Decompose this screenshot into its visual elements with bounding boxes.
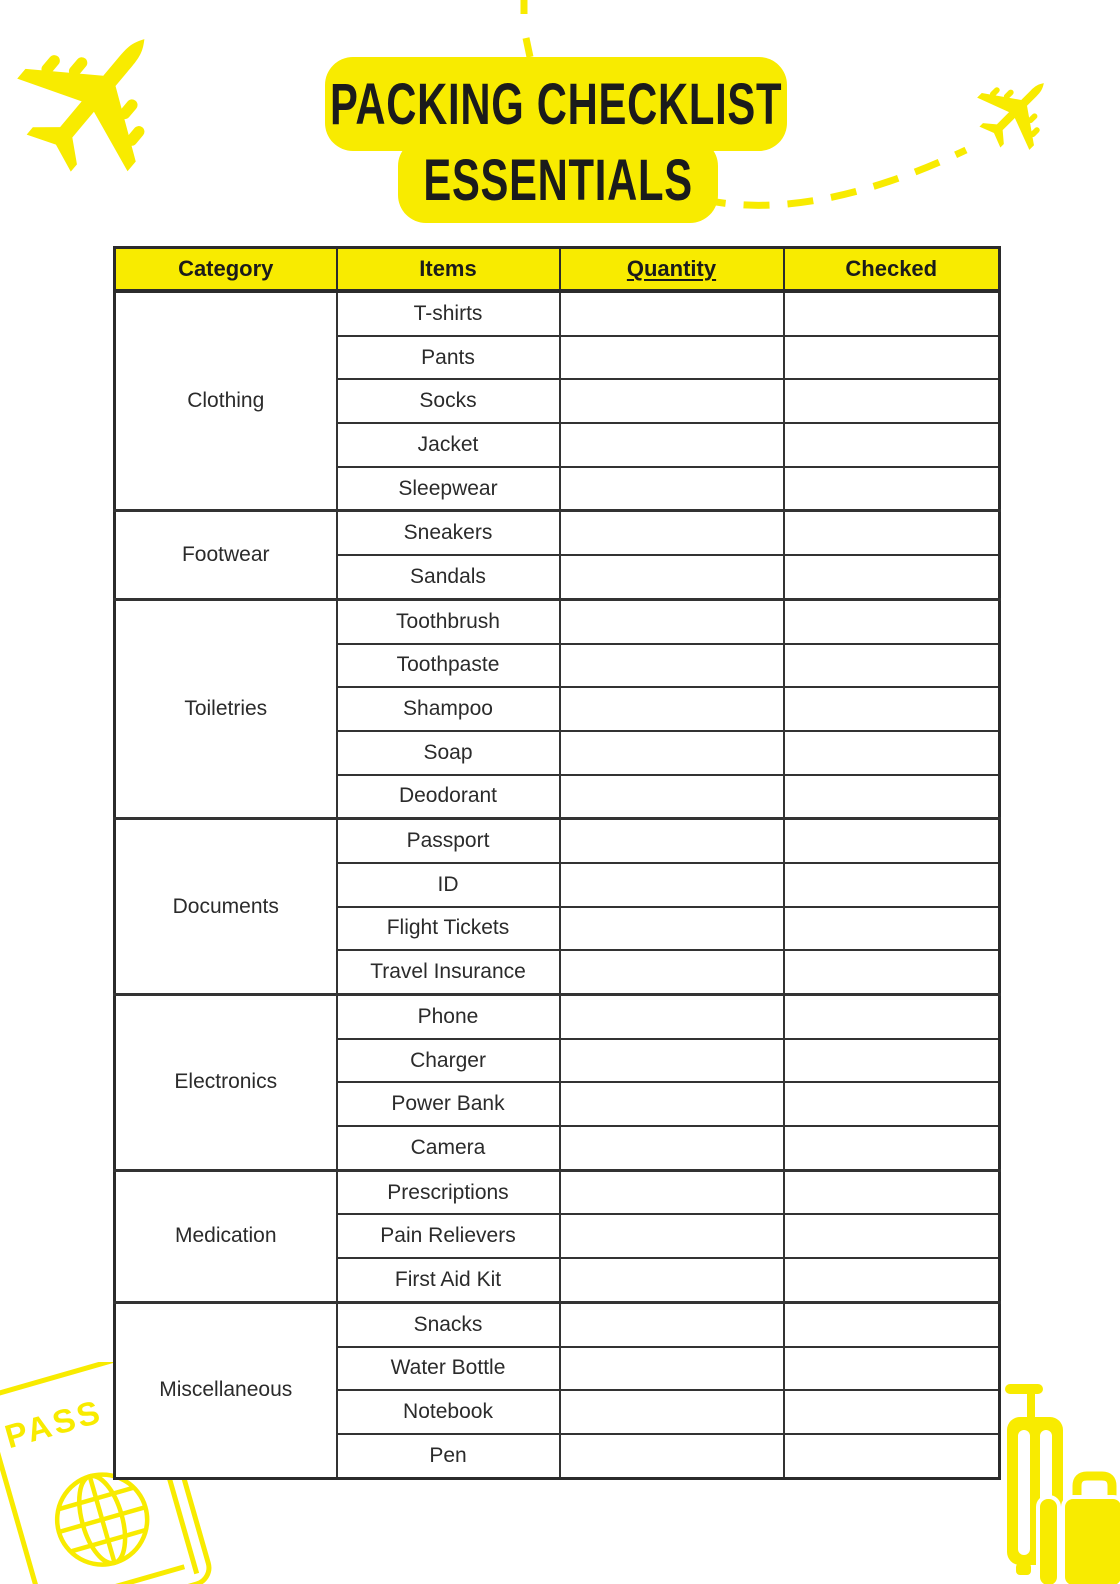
checked-cell[interactable]	[784, 687, 1000, 731]
checked-cell[interactable]	[784, 775, 1000, 819]
checked-cell[interactable]	[784, 291, 1000, 336]
checked-cell[interactable]	[784, 599, 1000, 643]
checked-cell[interactable]	[784, 1258, 1000, 1302]
item-cell: Shampoo	[337, 687, 560, 731]
item-cell: ID	[337, 863, 560, 907]
checked-cell[interactable]	[784, 1214, 1000, 1258]
top-dashed-line	[524, 0, 530, 57]
checked-cell[interactable]	[784, 423, 1000, 467]
item-cell: Flight Tickets	[337, 907, 560, 951]
quantity-cell[interactable]	[560, 379, 784, 423]
checked-cell[interactable]	[784, 511, 1000, 555]
quantity-cell[interactable]	[560, 1347, 784, 1391]
item-cell: Notebook	[337, 1390, 560, 1434]
item-cell: Water Bottle	[337, 1347, 560, 1391]
item-cell: Snacks	[337, 1302, 560, 1346]
quantity-cell[interactable]	[560, 555, 784, 599]
page-title-line1: PACKING CHECKLIST	[329, 71, 783, 137]
item-cell: Socks	[337, 379, 560, 423]
packing-checklist-table	[113, 246, 1001, 1480]
header-row	[115, 248, 1000, 292]
category-cell: Miscellaneous	[115, 1302, 337, 1478]
checked-cell[interactable]	[784, 995, 1000, 1039]
item-cell: Phone	[337, 995, 560, 1039]
checked-cell[interactable]	[784, 731, 1000, 775]
page-title-line2: ESSENTIALS	[423, 148, 693, 213]
title-badge-primary	[325, 57, 787, 151]
airplane-left-icon	[0, 0, 200, 199]
checked-cell[interactable]	[784, 863, 1000, 907]
item-cell: Passport	[337, 819, 560, 863]
quantity-cell[interactable]	[560, 467, 784, 511]
table-row	[115, 291, 1000, 336]
item-cell: Toothbrush	[337, 599, 560, 643]
item-cell: Soap	[337, 731, 560, 775]
table-row	[115, 1302, 1000, 1346]
quantity-cell[interactable]	[560, 1302, 784, 1346]
item-cell: Toothpaste	[337, 644, 560, 688]
quantity-cell[interactable]	[560, 819, 784, 863]
item-cell: First Aid Kit	[337, 1258, 560, 1302]
item-cell: Pants	[337, 336, 560, 380]
quantity-cell[interactable]	[560, 1258, 784, 1302]
checked-cell[interactable]	[784, 950, 1000, 994]
table-row	[115, 599, 1000, 643]
checked-cell[interactable]	[784, 1390, 1000, 1434]
checked-cell[interactable]	[784, 1347, 1000, 1391]
column-header-category: Category	[115, 248, 337, 292]
item-cell: Travel Insurance	[337, 950, 560, 994]
flight-path-dashes	[700, 150, 966, 205]
table-row	[115, 511, 1000, 555]
quantity-cell[interactable]	[560, 995, 784, 1039]
quantity-cell[interactable]	[560, 423, 784, 467]
svg-text:PASS: PASS	[0, 1392, 107, 1456]
quantity-cell[interactable]	[560, 1126, 784, 1170]
checked-cell[interactable]	[784, 336, 1000, 380]
quantity-cell[interactable]	[560, 336, 784, 380]
checked-cell[interactable]	[784, 1170, 1000, 1214]
item-cell: Deodorant	[337, 775, 560, 819]
checked-cell[interactable]	[784, 644, 1000, 688]
item-cell: Jacket	[337, 423, 560, 467]
item-cell: Power Bank	[337, 1082, 560, 1126]
item-cell: Sandals	[337, 555, 560, 599]
quantity-cell[interactable]	[560, 511, 784, 555]
quantity-cell[interactable]	[560, 1434, 784, 1478]
quantity-cell[interactable]	[560, 1082, 784, 1126]
quantity-cell[interactable]	[560, 687, 784, 731]
item-cell: Sneakers	[337, 511, 560, 555]
airplane-right-icon	[964, 57, 1070, 163]
category-cell: Clothing	[115, 291, 337, 511]
quantity-cell[interactable]	[560, 644, 784, 688]
checked-cell[interactable]	[784, 819, 1000, 863]
quantity-cell[interactable]	[560, 863, 784, 907]
category-cell: Electronics	[115, 995, 337, 1171]
title-badge-secondary	[398, 138, 718, 223]
quantity-cell[interactable]	[560, 775, 784, 819]
table-row	[115, 995, 1000, 1039]
table-row	[115, 819, 1000, 863]
item-cell: Pen	[337, 1434, 560, 1478]
category-cell: Toiletries	[115, 599, 337, 818]
quantity-cell[interactable]	[560, 1214, 784, 1258]
column-header-quantity: Quantity	[560, 248, 784, 292]
checked-cell[interactable]	[784, 1082, 1000, 1126]
quantity-cell[interactable]	[560, 950, 784, 994]
item-cell: Sleepwear	[337, 467, 560, 511]
quantity-cell[interactable]	[560, 1390, 784, 1434]
item-cell: Pain Relievers	[337, 1214, 560, 1258]
category-cell: Medication	[115, 1170, 337, 1302]
quantity-cell[interactable]	[560, 1170, 784, 1214]
item-cell: Charger	[337, 1039, 560, 1083]
quantity-cell[interactable]	[560, 1039, 784, 1083]
checked-cell[interactable]	[784, 1302, 1000, 1346]
luggage-icon	[1000, 1375, 1120, 1584]
item-cell: T-shirts	[337, 291, 560, 336]
checked-cell[interactable]	[784, 1126, 1000, 1170]
category-cell: Footwear	[115, 511, 337, 599]
item-cell: Camera	[337, 1126, 560, 1170]
column-header-checked: Checked	[784, 248, 1000, 292]
checked-cell[interactable]	[784, 907, 1000, 951]
table-row	[115, 1170, 1000, 1214]
item-cell: Prescriptions	[337, 1170, 560, 1214]
checked-cell[interactable]	[784, 1039, 1000, 1083]
checked-cell[interactable]	[784, 555, 1000, 599]
checked-cell[interactable]	[784, 1434, 1000, 1478]
checked-cell[interactable]	[784, 379, 1000, 423]
quantity-cell[interactable]	[560, 907, 784, 951]
quantity-cell[interactable]	[560, 291, 784, 336]
category-cell: Documents	[115, 819, 337, 995]
quantity-cell[interactable]	[560, 731, 784, 775]
column-header-items: Items	[337, 248, 560, 292]
quantity-cell[interactable]	[560, 599, 784, 643]
checked-cell[interactable]	[784, 467, 1000, 511]
